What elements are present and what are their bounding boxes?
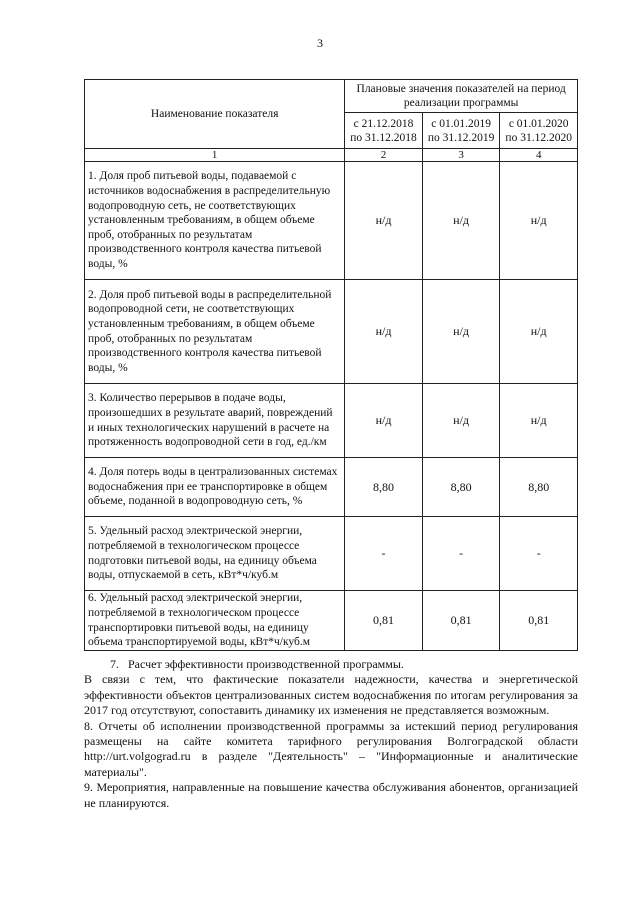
indicator-value: н/д [345,280,423,384]
indicator-name: 5. Удельный расход электрической энергии, потребляемой в технологическом процессе подготовки питьевой воды, на единицу объема воды, отпускаемой в сеть, кВт*ч/куб.м [85,517,345,591]
indicator-value: 8,80 [345,458,423,517]
indicators-table [84,79,578,651]
table-row [85,384,578,458]
indicator-value: 0,81 [500,591,578,651]
section-9: 9. Мероприятия, направленные на повышение качества обслуживания абонентов, организацией не планируются. [84,780,578,810]
table-row [85,591,578,651]
section-7-body: В связи с тем, что фактические показатели надежности, качества и энергетической эффективности объектов централизованных систем водоснабжения по итогам регулирования за 2017 год отсутствуют, сопоставить динамику их изменения не представляется возможным. [84,672,578,718]
indicator-value: н/д [500,384,578,458]
body-text [84,657,578,811]
indicator-value: 8,80 [422,458,500,517]
section-7-title: 7. Расчет эффективности производственной программы. [110,657,404,671]
header-period-3: с 01.01.2020 по 31.12.2020 [500,113,578,149]
indicator-name: 6. Удельный расход электрической энергии, потребляемой в технологическом процессе транспортировки питьевой воды, на единицу объема транспортируемой воды, кВт*ч/куб.м [85,591,345,651]
indicator-value: н/д [422,280,500,384]
table-row [85,458,578,517]
table-row [85,280,578,384]
indicator-value: н/д [345,162,423,280]
table-row [85,162,578,280]
section-8: 8. Отчеты об исполнении производственной программы за истекший период регулирования размещены на сайте комитета тарифного регулирования Волгоградской области http://urt.volgograd.ru в разделе "Деятельность" – "Информационные и аналитические материалы". [84,718,578,779]
header-plan-values: Плановые значения показателей на период реализации программы [345,80,578,113]
page-number: 3 [317,36,323,50]
header-period-2: с 01.01.2019 по 31.12.2019 [422,113,500,149]
indicator-name: 1. Доля проб питьевой воды, подаваемой с источников водоснабжения в распределительную водопроводную сеть, не соответствующих установленным требованиям, в общем объеме проб, отобранных по результатам производственного контроля качества питьевой воды, % [85,162,345,280]
col-number: 4 [500,149,578,162]
column-numbers-row [85,149,578,162]
col-number: 2 [345,149,423,162]
indicator-name: 3. Количество перерывов в подаче воды, произошедших в результате аварий, повреждений и иных технологических нарушений в расчете на протяженность водопроводной сети в год, ед./км [85,384,345,458]
indicator-name: 4. Доля потерь воды в централизованных системах водоснабжения при ее транспортировке в общем объеме, поданной в водопроводную сеть, % [85,458,345,517]
indicator-value: н/д [500,162,578,280]
indicator-value: 8,80 [500,458,578,517]
indicator-value: 0,81 [422,591,500,651]
indicator-value: - [345,517,423,591]
table-row [85,517,578,591]
indicator-value: н/д [422,162,500,280]
indicator-value: н/д [345,384,423,458]
indicator-value: 0,81 [345,591,423,651]
indicator-value: - [422,517,500,591]
indicator-value: - [500,517,578,591]
header-period-1: с 21.12.2018 по 31.12.2018 [345,113,423,149]
header-indicator-name: Наименование показателя [85,80,345,149]
indicator-name: 2. Доля проб питьевой воды в распределительной водопроводной сети, не соответствующих установленным требованиям, в общем объеме проб, отобранных по результатам производственного контроля качества питьевой воды, % [85,280,345,384]
col-number: 3 [422,149,500,162]
indicator-value: н/д [422,384,500,458]
col-number: 1 [85,149,345,162]
indicator-value: н/д [500,280,578,384]
